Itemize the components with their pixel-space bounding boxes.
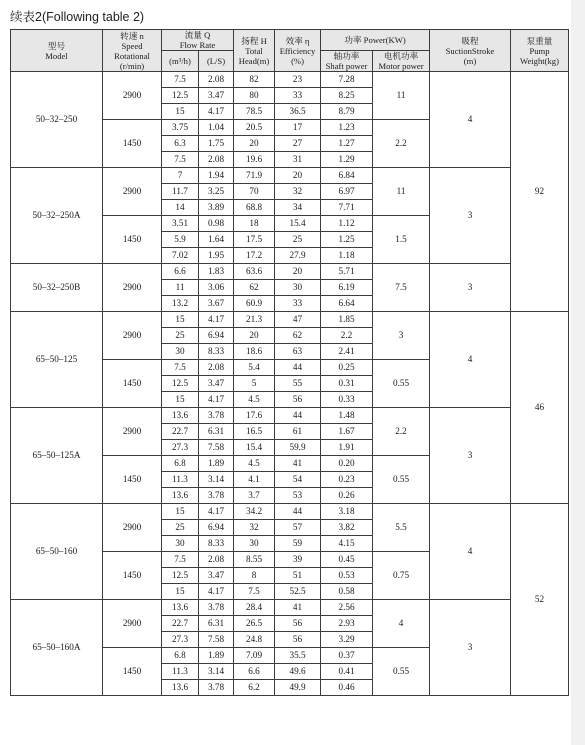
head-cell: 20 [234, 136, 275, 152]
efficiency-cell: 62 [275, 328, 321, 344]
flow-m3h-cell: 15 [162, 584, 199, 600]
speed-cell: 1450 [103, 456, 162, 504]
head-cell: 18.6 [234, 344, 275, 360]
shaft-power-cell: 1.23 [321, 120, 373, 136]
flow-ls-cell: 4.17 [199, 104, 234, 120]
shaft-power-cell: 1.25 [321, 232, 373, 248]
shaft-power-cell: 0.33 [321, 392, 373, 408]
flow-ls-cell: 8.33 [199, 344, 234, 360]
flow-ls-cell: 1.89 [199, 648, 234, 664]
pump-performance-table [10, 29, 569, 696]
motor-power-cell: 7.5 [373, 264, 430, 312]
suction-cell: 4 [430, 504, 511, 600]
head-cell: 78.5 [234, 104, 275, 120]
efficiency-cell: 36.5 [275, 104, 321, 120]
flow-m3h-cell: 5.9 [162, 232, 199, 248]
flow-m3h-cell: 13.6 [162, 488, 199, 504]
table-row [11, 504, 569, 520]
flow-m3h-cell: 12.5 [162, 568, 199, 584]
flow-m3h-cell: 12.5 [162, 376, 199, 392]
flow-m3h-cell: 6.3 [162, 136, 199, 152]
shaft-power-cell: 2.56 [321, 600, 373, 616]
head-cell: 62 [234, 280, 275, 296]
efficiency-cell: 31 [275, 152, 321, 168]
model-cell: 65–50–160 [11, 504, 103, 600]
flow-m3h-cell: 11.3 [162, 472, 199, 488]
flow-ls-cell: 3.78 [199, 488, 234, 504]
header-speed: 转速 n Speed Rotational (r/min) [103, 30, 162, 72]
flow-ls-cell: 3.47 [199, 88, 234, 104]
flow-ls-cell: 2.08 [199, 360, 234, 376]
shaft-power-cell: 6.97 [321, 184, 373, 200]
table-row [11, 600, 569, 616]
shaft-power-cell: 8.25 [321, 88, 373, 104]
shaft-power-cell: 2.2 [321, 328, 373, 344]
header-power: 功率 Power(KW) [321, 30, 430, 51]
flow-m3h-cell: 30 [162, 536, 199, 552]
shaft-power-cell: 2.93 [321, 616, 373, 632]
head-cell: 17.6 [234, 408, 275, 424]
table-row [11, 264, 569, 280]
efficiency-cell: 32 [275, 184, 321, 200]
suction-cell: 3 [430, 600, 511, 696]
efficiency-cell: 20 [275, 168, 321, 184]
flow-ls-cell: 1.94 [199, 168, 234, 184]
table-row [11, 312, 569, 328]
header-efficiency: 效率 η Efficiency (%) [275, 30, 321, 72]
flow-m3h-cell: 7 [162, 168, 199, 184]
speed-cell: 2900 [103, 264, 162, 312]
flow-ls-cell: 4.17 [199, 392, 234, 408]
flow-m3h-cell: 27.3 [162, 440, 199, 456]
head-cell: 7.09 [234, 648, 275, 664]
table-row [11, 408, 569, 424]
shaft-power-cell: 7.71 [321, 200, 373, 216]
weight-cell: 46 [511, 312, 569, 504]
motor-power-cell: 4 [373, 600, 430, 648]
motor-power-cell: 0.55 [373, 648, 430, 696]
efficiency-cell: 34 [275, 200, 321, 216]
speed-cell: 2900 [103, 408, 162, 456]
shaft-power-cell: 7.28 [321, 72, 373, 88]
head-cell: 7.5 [234, 584, 275, 600]
shaft-power-cell: 6.84 [321, 168, 373, 184]
speed-cell: 2900 [103, 504, 162, 552]
flow-m3h-cell: 13.2 [162, 296, 199, 312]
flow-ls-cell: 6.31 [199, 424, 234, 440]
shaft-power-cell: 6.64 [321, 296, 373, 312]
header-model: 型号 Model [11, 30, 103, 72]
motor-power-cell: 11 [373, 72, 430, 120]
efficiency-cell: 23 [275, 72, 321, 88]
head-cell: 6.6 [234, 664, 275, 680]
shaft-power-cell: 1.48 [321, 408, 373, 424]
efficiency-cell: 27 [275, 136, 321, 152]
efficiency-cell: 27.9 [275, 248, 321, 264]
table-caption: 续表2(Following table 2) [10, 10, 145, 24]
shaft-power-cell: 1.85 [321, 312, 373, 328]
head-cell: 34.2 [234, 504, 275, 520]
speed-cell: 1450 [103, 216, 162, 264]
flow-m3h-cell: 30 [162, 344, 199, 360]
head-cell: 80 [234, 88, 275, 104]
head-cell: 70 [234, 184, 275, 200]
head-cell: 20 [234, 328, 275, 344]
efficiency-cell: 63 [275, 344, 321, 360]
head-cell: 26.5 [234, 616, 275, 632]
shaft-power-cell: 1.18 [321, 248, 373, 264]
flow-m3h-cell: 7.5 [162, 152, 199, 168]
flow-m3h-cell: 13.6 [162, 408, 199, 424]
flow-m3h-cell: 6.6 [162, 264, 199, 280]
flow-m3h-cell: 22.7 [162, 616, 199, 632]
head-cell: 4.5 [234, 392, 275, 408]
efficiency-cell: 44 [275, 360, 321, 376]
efficiency-cell: 56 [275, 616, 321, 632]
suction-cell: 3 [430, 264, 511, 312]
head-cell: 71.9 [234, 168, 275, 184]
flow-m3h-cell: 7.02 [162, 248, 199, 264]
speed-cell: 2900 [103, 168, 162, 216]
flow-ls-cell: 7.58 [199, 440, 234, 456]
head-cell: 63.6 [234, 264, 275, 280]
head-cell: 4.5 [234, 456, 275, 472]
efficiency-cell: 20 [275, 264, 321, 280]
efficiency-cell: 33 [275, 88, 321, 104]
table-row [11, 72, 569, 88]
scrollbar-track[interactable] [571, 0, 585, 745]
efficiency-cell: 33 [275, 296, 321, 312]
suction-cell: 4 [430, 312, 511, 408]
shaft-power-cell: 0.26 [321, 488, 373, 504]
model-cell: 65–50–125 [11, 312, 103, 408]
shaft-power-cell: 8.79 [321, 104, 373, 120]
flow-ls-cell: 4.17 [199, 584, 234, 600]
flow-ls-cell: 7.58 [199, 632, 234, 648]
flow-m3h-cell: 27.3 [162, 632, 199, 648]
flow-m3h-cell: 13.6 [162, 680, 199, 696]
shaft-power-cell: 0.46 [321, 680, 373, 696]
efficiency-cell: 56 [275, 632, 321, 648]
flow-ls-cell: 1.89 [199, 456, 234, 472]
flow-m3h-cell: 22.7 [162, 424, 199, 440]
flow-ls-cell: 1.83 [199, 264, 234, 280]
head-cell: 82 [234, 72, 275, 88]
shaft-power-cell: 1.12 [321, 216, 373, 232]
flow-m3h-cell: 25 [162, 520, 199, 536]
header-flow: 流量 Q Flow Rate [162, 30, 234, 51]
flow-ls-cell: 0.98 [199, 216, 234, 232]
flow-m3h-cell: 6.8 [162, 456, 199, 472]
head-cell: 16.5 [234, 424, 275, 440]
efficiency-cell: 49.6 [275, 664, 321, 680]
header-flow-m3h: (m³/h) [162, 51, 199, 72]
speed-cell: 1450 [103, 360, 162, 408]
flow-ls-cell: 3.78 [199, 600, 234, 616]
weight-cell: 52 [511, 504, 569, 696]
flow-ls-cell: 4.17 [199, 312, 234, 328]
efficiency-cell: 35.5 [275, 648, 321, 664]
head-cell: 15.4 [234, 440, 275, 456]
flow-ls-cell: 1.95 [199, 248, 234, 264]
flow-m3h-cell: 15 [162, 392, 199, 408]
head-cell: 17.2 [234, 248, 275, 264]
head-cell: 28.4 [234, 600, 275, 616]
head-cell: 21.3 [234, 312, 275, 328]
motor-power-cell: 2.2 [373, 120, 430, 168]
shaft-power-cell: 2.41 [321, 344, 373, 360]
efficiency-cell: 53 [275, 488, 321, 504]
model-cell: 65–50–160A [11, 600, 103, 696]
shaft-power-cell: 5.71 [321, 264, 373, 280]
motor-power-cell: 3 [373, 312, 430, 360]
efficiency-cell: 30 [275, 280, 321, 296]
efficiency-cell: 41 [275, 600, 321, 616]
flow-m3h-cell: 12.5 [162, 88, 199, 104]
efficiency-cell: 25 [275, 232, 321, 248]
flow-ls-cell: 4.17 [199, 504, 234, 520]
flow-m3h-cell: 7.5 [162, 72, 199, 88]
shaft-power-cell: 1.67 [321, 424, 373, 440]
head-cell: 24.8 [234, 632, 275, 648]
suction-cell: 4 [430, 72, 511, 168]
flow-m3h-cell: 15 [162, 312, 199, 328]
flow-m3h-cell: 13.6 [162, 600, 199, 616]
flow-ls-cell: 1.04 [199, 120, 234, 136]
flow-ls-cell: 8.33 [199, 536, 234, 552]
efficiency-cell: 59 [275, 536, 321, 552]
flow-m3h-cell: 7.5 [162, 360, 199, 376]
head-cell: 17.5 [234, 232, 275, 248]
flow-ls-cell: 3.47 [199, 376, 234, 392]
suction-cell: 3 [430, 408, 511, 504]
flow-ls-cell: 2.08 [199, 552, 234, 568]
speed-cell: 2900 [103, 600, 162, 648]
shaft-power-cell: 1.29 [321, 152, 373, 168]
speed-cell: 2900 [103, 72, 162, 120]
efficiency-cell: 61 [275, 424, 321, 440]
shaft-power-cell: 0.23 [321, 472, 373, 488]
flow-m3h-cell: 3.75 [162, 120, 199, 136]
head-cell: 68.8 [234, 200, 275, 216]
flow-m3h-cell: 7.5 [162, 552, 199, 568]
motor-power-cell: 0.55 [373, 456, 430, 504]
motor-power-cell: 1.5 [373, 216, 430, 264]
header-flow-ls: (L/S) [199, 51, 234, 72]
head-cell: 4.1 [234, 472, 275, 488]
flow-ls-cell: 3.89 [199, 200, 234, 216]
efficiency-cell: 59.9 [275, 440, 321, 456]
shaft-power-cell: 0.58 [321, 584, 373, 600]
efficiency-cell: 51 [275, 568, 321, 584]
shaft-power-cell: 1.91 [321, 440, 373, 456]
flow-m3h-cell: 6.8 [162, 648, 199, 664]
flow-ls-cell: 6.31 [199, 616, 234, 632]
header-shaft-power: 轴功率 Shaft power [321, 51, 373, 72]
flow-ls-cell: 3.06 [199, 280, 234, 296]
shaft-power-cell: 0.20 [321, 456, 373, 472]
head-cell: 3.7 [234, 488, 275, 504]
flow-ls-cell: 1.64 [199, 232, 234, 248]
table-row [11, 168, 569, 184]
motor-power-cell: 5.5 [373, 504, 430, 552]
header-weight: 泵重量 Pump Weight(kg) [511, 30, 569, 72]
speed-cell: 1450 [103, 552, 162, 600]
flow-m3h-cell: 15 [162, 104, 199, 120]
flow-ls-cell: 3.67 [199, 296, 234, 312]
flow-ls-cell: 3.78 [199, 408, 234, 424]
motor-power-cell: 11 [373, 168, 430, 216]
flow-m3h-cell: 11.3 [162, 664, 199, 680]
header-suction: 吸程 SuctionStroke (m) [430, 30, 511, 72]
motor-power-cell: 0.55 [373, 360, 430, 408]
flow-ls-cell: 2.08 [199, 152, 234, 168]
flow-m3h-cell: 15 [162, 504, 199, 520]
shaft-power-cell: 3.29 [321, 632, 373, 648]
efficiency-cell: 55 [275, 376, 321, 392]
model-cell: 50–32–250A [11, 168, 103, 264]
efficiency-cell: 49.9 [275, 680, 321, 696]
efficiency-cell: 57 [275, 520, 321, 536]
efficiency-cell: 41 [275, 456, 321, 472]
shaft-power-cell: 0.31 [321, 376, 373, 392]
shaft-power-cell: 0.41 [321, 664, 373, 680]
shaft-power-cell: 3.82 [321, 520, 373, 536]
flow-ls-cell: 3.78 [199, 680, 234, 696]
flow-ls-cell: 1.75 [199, 136, 234, 152]
head-cell: 19.6 [234, 152, 275, 168]
head-cell: 32 [234, 520, 275, 536]
shaft-power-cell: 1.27 [321, 136, 373, 152]
efficiency-cell: 15.4 [275, 216, 321, 232]
flow-ls-cell: 6.94 [199, 520, 234, 536]
header-head: 扬程 H Total Head(m) [234, 30, 275, 72]
flow-ls-cell: 3.14 [199, 472, 234, 488]
flow-ls-cell: 3.47 [199, 568, 234, 584]
flow-m3h-cell: 11.7 [162, 184, 199, 200]
head-cell: 8 [234, 568, 275, 584]
weight-cell: 92 [511, 72, 569, 312]
efficiency-cell: 39 [275, 552, 321, 568]
efficiency-cell: 44 [275, 504, 321, 520]
flow-m3h-cell: 11 [162, 280, 199, 296]
model-cell: 50–32–250 [11, 72, 103, 168]
speed-cell: 1450 [103, 648, 162, 696]
head-cell: 60.9 [234, 296, 275, 312]
flow-ls-cell: 3.14 [199, 664, 234, 680]
flow-m3h-cell: 14 [162, 200, 199, 216]
shaft-power-cell: 0.53 [321, 568, 373, 584]
head-cell: 18 [234, 216, 275, 232]
shaft-power-cell: 4.15 [321, 536, 373, 552]
shaft-power-cell: 3.18 [321, 504, 373, 520]
motor-power-cell: 2.2 [373, 408, 430, 456]
flow-m3h-cell: 25 [162, 328, 199, 344]
speed-cell: 1450 [103, 120, 162, 168]
efficiency-cell: 47 [275, 312, 321, 328]
efficiency-cell: 44 [275, 408, 321, 424]
shaft-power-cell: 0.37 [321, 648, 373, 664]
shaft-power-cell: 0.45 [321, 552, 373, 568]
motor-power-cell: 0.75 [373, 552, 430, 600]
efficiency-cell: 54 [275, 472, 321, 488]
shaft-power-cell: 6.19 [321, 280, 373, 296]
suction-cell: 3 [430, 168, 511, 264]
head-cell: 5.4 [234, 360, 275, 376]
speed-cell: 2900 [103, 312, 162, 360]
head-cell: 5 [234, 376, 275, 392]
head-cell: 6.2 [234, 680, 275, 696]
model-cell: 50–32–250B [11, 264, 103, 312]
header-motor-power: 电机功率 Motor power [373, 51, 430, 72]
efficiency-cell: 56 [275, 392, 321, 408]
flow-m3h-cell: 3.51 [162, 216, 199, 232]
head-cell: 30 [234, 536, 275, 552]
head-cell: 8.55 [234, 552, 275, 568]
flow-ls-cell: 2.08 [199, 72, 234, 88]
efficiency-cell: 52.5 [275, 584, 321, 600]
model-cell: 65–50–125A [11, 408, 103, 504]
shaft-power-cell: 0.25 [321, 360, 373, 376]
head-cell: 20.5 [234, 120, 275, 136]
efficiency-cell: 17 [275, 120, 321, 136]
flow-ls-cell: 3.25 [199, 184, 234, 200]
flow-ls-cell: 6.94 [199, 328, 234, 344]
